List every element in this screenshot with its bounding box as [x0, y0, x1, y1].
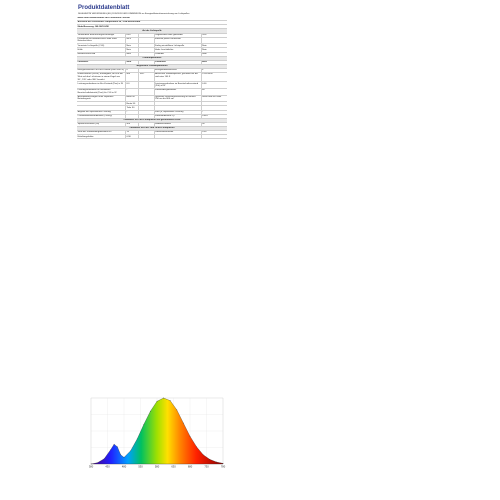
table-cell: Hohe Leuchtdichte	[155, 48, 202, 51]
table-cell: Nutzlichtstrom (Φuse), mit Angabe, ob sich der Wert auf den Lichtstrom in einem Kegel von 90°, 120° oder 360° bezieht	[77, 73, 126, 81]
table-cell	[139, 115, 154, 118]
table-cell: Ähnlichste Farbtemperatur, gerundet auf die nächsten 100 K	[155, 73, 202, 81]
table-cell: Nein	[126, 44, 139, 47]
x-tick-label: 680	[187, 465, 193, 469]
table-cell: Energieverbrauch im Ein-Zustand (kWh/1000 h)	[77, 69, 124, 72]
table-cell: Breite 50	[126, 102, 139, 105]
table-cell	[139, 48, 154, 51]
table-cell: 2700-6500	[202, 73, 213, 76]
table-cell	[139, 69, 154, 72]
table-cell	[202, 38, 227, 44]
table-row	[77, 73, 227, 82]
x-tick-label: 580	[154, 465, 160, 469]
table-cell	[202, 135, 227, 138]
table-cell: Siehe Bild auf Seite	[202, 95, 222, 98]
table-cell: Leistungsaufnahme im Bereitschaftszustand (Psb) in W	[155, 82, 202, 88]
data-point	[176, 410, 177, 411]
data-point	[196, 446, 197, 447]
table-cell: Lebensdauerfaktor	[155, 131, 202, 134]
data-point	[163, 398, 164, 399]
table-cell	[139, 102, 154, 105]
table-cell: Farbwiedergabeindex	[155, 89, 202, 95]
table-cell: Verwendete Beleuchtungstechnologie	[77, 34, 126, 37]
section-header: Produktparameter	[77, 57, 227, 60]
info-cell: Name oder Handelsmarke des Lieferanten: Noxxlu	[77, 17, 130, 20]
table-cell: Leistungsaufnahme im vernetzten Bereitschaftsbetrieb (Pnet) für CLS in W	[77, 89, 126, 95]
section-header: Parameter für LED-Lichtquellen mit gebündeltem Licht	[77, 119, 227, 122]
table-cell	[139, 111, 154, 114]
table-cell: Falls ja, äquivalente Leistung	[155, 111, 202, 114]
section-header: Allgemeine Produktparameter	[77, 65, 227, 68]
data-point	[124, 457, 125, 458]
data-point	[190, 436, 191, 437]
data-point	[143, 424, 144, 425]
table-cell: 360°	[139, 73, 154, 81]
table-cell	[155, 106, 202, 109]
table-cell	[126, 115, 139, 118]
table-cell: -	[126, 111, 139, 114]
table-cell: Farbkoordinaten x y	[155, 115, 202, 118]
table-cell: Chromatizitätskoordinaten (x und y)	[77, 115, 126, 118]
data-point	[114, 444, 115, 445]
data-point	[120, 454, 121, 455]
table-cell: LED	[126, 34, 139, 37]
data-point	[104, 458, 105, 459]
data-point	[157, 401, 158, 402]
table-cell	[202, 106, 227, 109]
table-cell	[139, 96, 154, 102]
table-cell	[139, 34, 154, 37]
table-cell	[139, 44, 154, 47]
table-cell: Höhe 56	[126, 96, 139, 102]
table-cell: 0.00	[202, 82, 207, 85]
table-cell	[77, 106, 126, 109]
table-cell: Nein	[202, 52, 207, 55]
table-row	[77, 96, 227, 103]
table-cell	[139, 89, 154, 95]
table-cell: Spitzenlichtstärke (cd)	[77, 123, 126, 126]
table-cell: 36	[202, 123, 205, 126]
table-row	[77, 135, 227, 139]
table-cell: Halbwertswinkel	[155, 123, 202, 126]
data-point	[117, 446, 118, 447]
table-cell: Blendschutzschild	[77, 53, 126, 56]
data-point	[150, 411, 151, 412]
data-point	[97, 462, 98, 463]
data-point	[130, 450, 131, 451]
table-cell: 0.90	[126, 135, 139, 138]
info-cell: Anschrift des Lieferanten: Hauptstraße 96, 1234 Musterstadt	[77, 21, 141, 24]
table-cell: GLS	[202, 33, 207, 36]
table-row	[77, 38, 227, 45]
table-cell: External power connection	[155, 38, 202, 44]
table-cell: Parameter	[77, 61, 126, 64]
table-cell: Leistungsaufnahme im Ein-Zustand (Pon) in W	[77, 82, 126, 88]
table-cell	[139, 135, 154, 138]
table-cell: Ungebündelt oder gebündelt	[155, 34, 202, 37]
table-cell: 13	[126, 131, 139, 134]
table-cell: Wert	[202, 61, 207, 64]
x-tick-label: 730	[204, 465, 209, 469]
data-point	[91, 464, 92, 465]
table-cell: Hülle	[77, 48, 126, 51]
section-header: Parameter für LED- und OLED-Lichtquellen	[77, 127, 227, 130]
table-row	[77, 82, 227, 89]
table-cell: Nein	[126, 53, 139, 56]
x-tick-label: 380	[88, 465, 94, 469]
table-cell	[202, 102, 227, 105]
table-cell: -	[126, 89, 139, 95]
table-cell: Nein	[126, 48, 139, 51]
spectral-distribution-chart	[83, 392, 229, 472]
table-cell	[77, 102, 126, 105]
x-tick-label: 530	[138, 465, 143, 469]
sheet-title: Produktdatenblatt	[78, 5, 130, 11]
table-cell: Spektrale Strahlungsverteilung im Bereich 250 nm bis 800 nm	[155, 96, 202, 102]
table-cell: Farbig einstellbare Lichtquelle	[155, 44, 202, 47]
table-cell: 6.0	[126, 82, 139, 88]
data-point	[203, 454, 204, 455]
table-cell	[155, 102, 202, 105]
data-point	[170, 400, 171, 401]
table-cell: Parameter	[155, 61, 202, 64]
table-cell	[139, 38, 154, 44]
data-point	[183, 423, 184, 424]
info-cell: Modellkennung: GN-GU10-6W	[77, 25, 109, 28]
table-cell	[139, 82, 154, 88]
table-cell: 80	[202, 89, 205, 92]
table-cell: MLS	[126, 38, 139, 44]
table-cell: Erhaltungsfaktor	[77, 135, 126, 138]
table-cell: Lichtquelle mit Netzanschluss oder ohne Netzanschluss	[77, 38, 126, 44]
table-cell: Wert des Farbwiedergabeindex R9	[77, 131, 126, 134]
x-tick-label: 480	[121, 465, 127, 469]
data-point	[209, 459, 210, 460]
table-row	[77, 89, 227, 96]
x-tick-label: 630	[171, 465, 176, 469]
table-cell: Nein	[202, 48, 207, 51]
table-cell: 0.90	[202, 131, 207, 134]
table-cell: 900	[126, 123, 139, 126]
table-cell: Angabe der äquivalenten Leistung	[77, 111, 126, 114]
section-header: Art der Lichtquelle	[77, 29, 227, 32]
data-point	[216, 462, 217, 463]
table-cell: Wert	[126, 61, 139, 64]
table-cell: 6	[126, 69, 139, 72]
regulation-text: DELEGIERTE VERORDNUNG (EU) 2019/2015 DER KOMMISSION zur Energieeffizienzkennzeichnung von Lichtquellen	[78, 13, 190, 15]
table-cell	[139, 61, 154, 64]
table-cell	[139, 106, 154, 109]
table-cell	[155, 135, 202, 138]
data-point	[223, 463, 224, 464]
table-cell: 460	[126, 73, 139, 81]
table-cell	[139, 131, 154, 134]
data-point	[137, 439, 138, 440]
table-cell: Dimmbar	[155, 53, 202, 56]
table-cell: Energieeffizienzklasse	[155, 69, 202, 72]
table-cell: F	[202, 69, 204, 72]
x-tick-label: 780	[220, 465, 226, 469]
table-cell	[139, 123, 154, 126]
table-cell: 0.463	[202, 114, 208, 117]
table-cell: Nein	[202, 44, 207, 47]
table-cell: -	[202, 110, 203, 113]
table-cell: Tiefe 50	[126, 106, 139, 109]
data-point	[110, 449, 111, 450]
sheet-table	[77, 17, 227, 139]
x-tick-label: 430	[105, 465, 110, 469]
table-cell	[139, 53, 154, 56]
product-data-sheet	[77, 4, 227, 348]
table-cell: Außenabmessungen ohne separates Betriebsgerät	[77, 96, 126, 102]
table-cell: Vernetzte Lichtquelle (CLS)	[77, 44, 126, 47]
